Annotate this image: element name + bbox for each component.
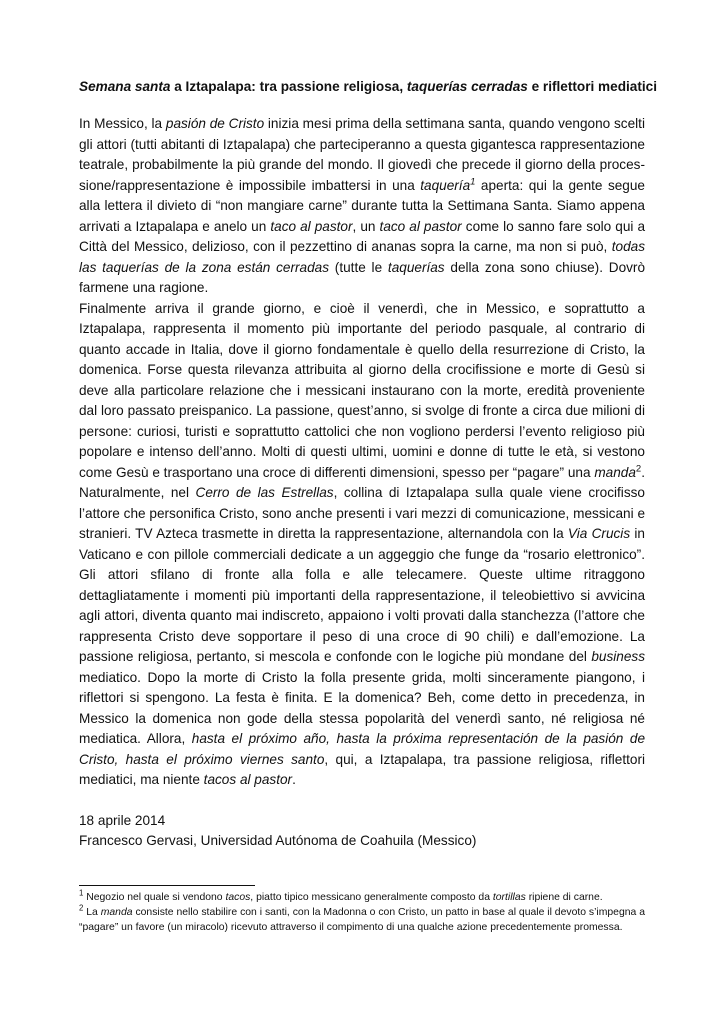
italic-text: taquerías cerradas: [406, 79, 528, 94]
article-title: [79, 78, 657, 96]
paragraph: [79, 114, 645, 299]
italic-text: Semana santa: [79, 79, 171, 94]
article-body: [79, 114, 645, 791]
text-run: della zona sono chiuse). Dovrò farmene una ragione.: [79, 259, 646, 295]
italic-text: tortillas: [492, 892, 526, 903]
footnote-marker: 1: [470, 175, 476, 187]
text-run: La: [83, 907, 101, 918]
italic-text: hasta el próximo año, hasta la próxima representación de la pasión de Cristo, hasta el próximo viernes santo: [79, 731, 646, 767]
footnote-marker: 2: [79, 903, 84, 913]
italic-text: business: [591, 649, 645, 664]
text-run: come lo sanno fare solo qui a Città del Messico, delizioso, con il pezzettino di ananas sopra la carne, ma non si può,: [79, 218, 646, 254]
italic-text: taco al pastor: [270, 218, 353, 234]
text-run: , un: [352, 218, 380, 234]
italic-text: manda: [594, 464, 636, 480]
article-signature: [79, 811, 645, 852]
italic-text: manda: [100, 907, 133, 918]
text-run: Negozio nel quale si vendono: [83, 892, 226, 903]
text-run: , qui, a Iztapalapa, tra passione religiosa, riflettori mediatici, ma niente: [79, 751, 645, 787]
article-author: Francesco Gervasi, Universidad Autónoma de Coahuila (Messico): [79, 833, 477, 848]
italic-text: Via Crucis: [567, 526, 631, 541]
paragraph: [79, 299, 645, 791]
italic-text: taquería: [420, 177, 471, 193]
text-run: In Messico, la: [79, 116, 166, 131]
text-run: , collina di Iztapalapa sulla quale viene crocifisso l’attore che personifica Cristo, sono anche presenti i vari mezzi di comunicazione, messicani e stranieri. TV Azteca trasmette in diretta la rappresentazione, alternandola con la: [79, 485, 645, 541]
text-run: in Vaticano e con pillole commerciali dedicate a un aggeggio che funge da “rosario elettronico”. Gli attori sfilano di fronte alla folla e alle telecamere. Queste ultime ritraggono dettagliatamente i momenti più importanti della rappresentazione, il teleobiettivo si avvicina agli attori, diventa quanto mai indiscreto, appaiono i volti provati dalla stanchezza (l’attore che rappresenta Cristo deve sopportare il peso di una croce di 90 chili) e dall’emozione. La passione religiosa, pertanto, si mescola e confonde con le logiche più mondane del: [79, 526, 645, 664]
footnote: [79, 890, 645, 905]
text-run: a Iztapalapa: tra passione religiosa,: [170, 79, 407, 94]
footnote-marker: 2: [635, 462, 642, 474]
italic-text: Cerro de las Estrellas: [195, 485, 334, 500]
footnote-marker: 1: [79, 888, 84, 898]
italic-text: pasión de Cristo: [165, 116, 265, 131]
text-run: , piatto tipico messicano generalmente composto da: [250, 892, 493, 903]
footnote: [79, 905, 645, 935]
italic-text: tacos al pastor: [203, 772, 293, 787]
footnote-divider: [79, 885, 255, 886]
text-run: mediatico. Dopo la morte di Cristo la folla presente grida, molti sinceramente piangono, i riflettori si spengono. La festa è finita. E la domenica? Beh, come detto in precedenza, in Messico la domenica non gode della stessa popolarità del venerdì santo, né religiosa né mediatica. Allora,: [79, 669, 645, 746]
article-date: 18 aprile 2014: [79, 812, 166, 828]
text-run: ripiene di carne.: [525, 892, 603, 903]
italic-text: todas las taquerías de la zona están cerradas: [79, 239, 645, 275]
text-run: aperta: qui la gente segue alla lettera il divieto di “non mangiare carne” durante tutta la Settimana Santa. Siamo appena arrivati a Iztapalapa e anelo un: [79, 177, 645, 234]
text-run: . Naturalmente, nel: [79, 464, 645, 500]
text-run: e riflettori mediatici: [527, 79, 657, 94]
text-run: .: [292, 772, 296, 787]
article: [79, 78, 657, 852]
text-run: inizia mesi prima della settimana santa, quando vengono scelti gli attori (tutti abitanti di Iztapalapa) che parteciperanno a questa gigantesca rappresentazione teatrale, probabilmente la più grande del mondo. Il giovedì che precede il giorno della processione/rappresentazione è impossibile imbattersi in una: [79, 116, 645, 193]
italic-text: taquerías: [387, 259, 445, 275]
text-run: Finalmente arriva il grande giorno, e cioè il venerdì, che in Messico, e soprattutto a Iztapalapa, rappresenta il momento più importante del periodo pasquale, al contrario di quanto accade in Italia, dove il giorno fondamentale è quello della resurrezione di Cristo, la domenica. Forse questa rilevanza attribuita al giorno della crocifissione e morte di Gesù si deve alla particolare relazione che i messicani instaurano con la morte, eredità proveniente dal loro passato preispanico. La passione, quest’anno, si svolge di fronte a circa due milioni di persone: curiosi, turisti e soprattutto cattolici che non vogliono perdersi l’evento religioso più popolare e intenso dell’anno. Molti di questi ultimi, uomini e donne di tutte le età, si vestono come Gesù e trasportano una croce di differenti dimensioni, spesso per “pagare” una: [79, 300, 645, 480]
italic-text: tacos: [225, 892, 251, 903]
text-run: (tutte le: [329, 259, 388, 275]
italic-text: taco al pastor: [379, 218, 462, 234]
footnotes: [79, 890, 645, 935]
text-run: consiste nello stabilire con i santi, con la Madonna o con Cristo, un patto in base al quale il devoto s’impegna a “pagare” un favore (un miracolo) ricevuto attraverso il compimento di una qualche azione precedentemente promessa.: [79, 907, 645, 933]
